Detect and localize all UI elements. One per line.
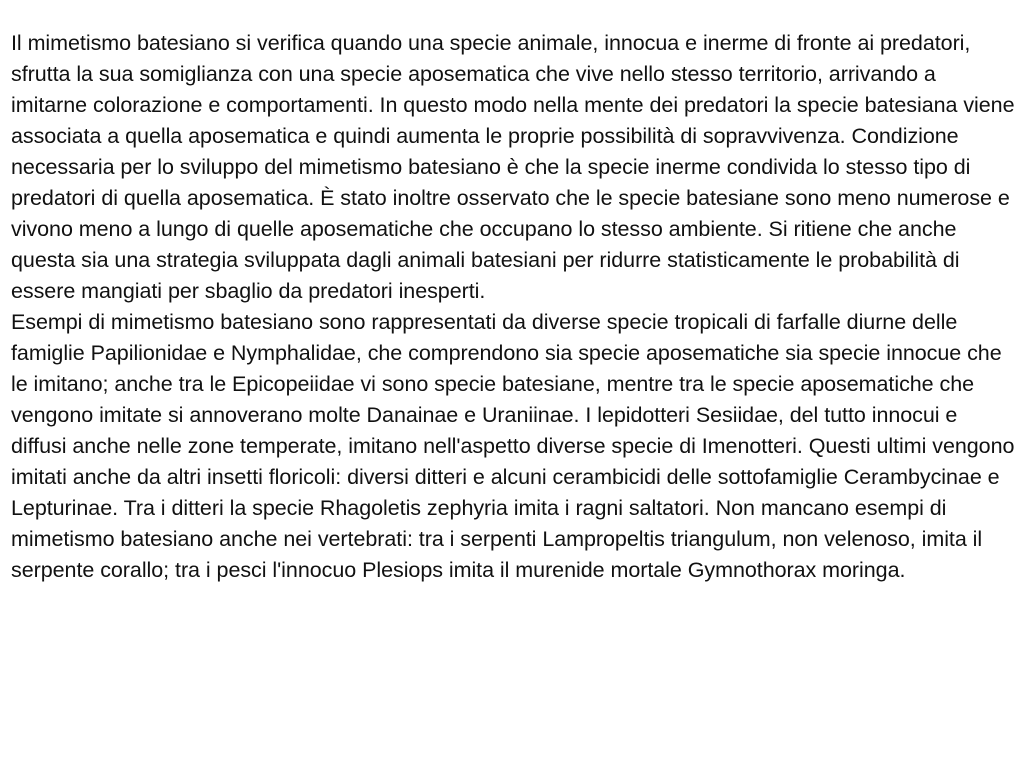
paragraph-batesian-examples: Esempi di mimetismo batesiano sono rappresentati da diverse specie tropicali di farfalle diurne delle famiglie Papilionidae e Nymphalidae, che comprendono sia specie aposematiche sia specie innocue che le imitano; anche tra le Epicopeiidae vi sono specie batesiane, mentre tra le specie aposematiche che vengono imitate si annoverano molte Danainae e Uraniinae. I lepidotteri Sesiidae, del tutto innocui e diffusi anche nelle zone temperate, imitano nell'aspetto diverse specie di Imenotteri. Questi ultimi vengono imitati anche da altri insetti floricoli: diversi ditteri e alcuni cerambicidi delle sottofamiglie Cerambycinae e Lepturinae. Tra i ditteri la specie Rhagoletis zephyria imita i ragni saltatori. Non mancano esempi di mimetismo batesiano anche nei vertebrati: tra i serpenti Lampropeltis triangulum, non velenoso, imita il serpente corallo; tra i pesci l'innocuo Plesiops imita il murenide mortale Gymnothorax moringa. xyxy=(11,310,1015,582)
body-text xyxy=(11,28,1016,586)
paragraph-batesian-definition: Il mimetismo batesiano si verifica quando una specie animale, innocua e inerme di fronte ai predatori, sfrutta la sua somiglianza con una specie aposematica che vive nello stesso territorio, arrivando a imitarne colorazione e comportamenti. In questo modo nella mente dei predatori la specie batesiana viene associata a quella aposematica e quindi aumenta le proprie possibilità di sopravvivenza. Condizione necessaria per lo sviluppo del mimetismo batesiano è che la specie inerme condivida lo stesso tipo di predatori di quella aposematica. È stato inoltre osservato che le specie batesiane sono meno numerose e vivono meno a lungo di quelle aposematiche che occupano lo stesso ambiente. Si ritiene che anche questa sia una strategia sviluppata dagli animali batesiani per ridurre statisticamente le probabilità di essere mangiati per sbaglio da predatori inesperti. xyxy=(11,31,1015,303)
